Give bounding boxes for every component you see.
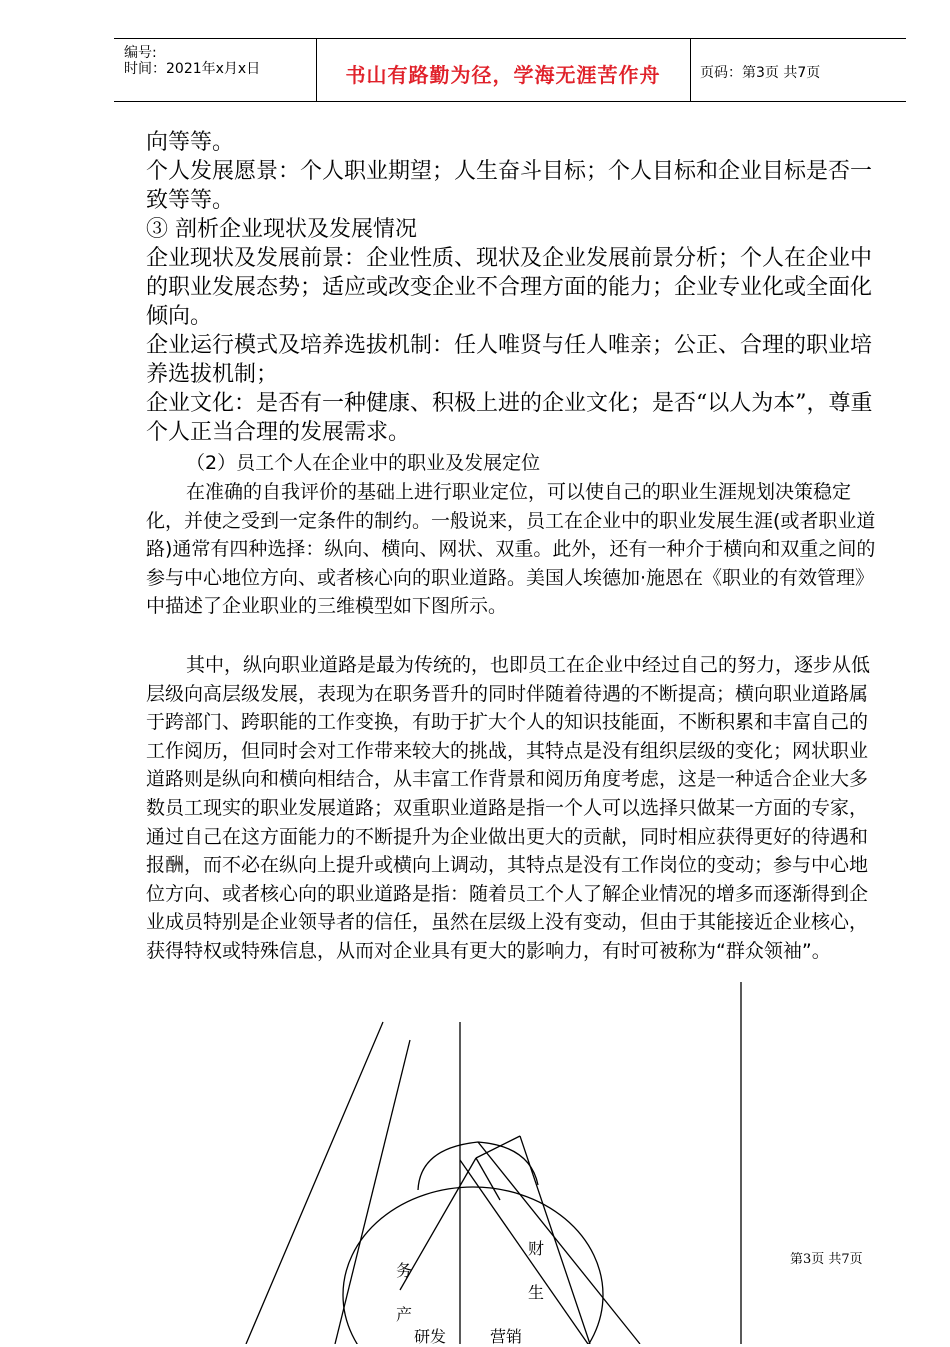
right-cone-line bbox=[478, 1142, 640, 1344]
diagram-label-marketing: 营销 bbox=[490, 1327, 523, 1346]
footer-page-number: 第3页 共7页 bbox=[790, 1252, 863, 1267]
body-line-2: 个人发展愿景：个人职业期望；人生奋斗目标；个人目标和企业目标是否一致等等。 bbox=[146, 159, 873, 213]
time-label: 时间：2021年x月x日 bbox=[124, 61, 261, 77]
body-line-6: 企业文化：是否有一种健康、积极上进的企业文化；是否“以人为本”，尊重个人正当合理的发展需求。 bbox=[146, 391, 873, 445]
diagram-label-rnd: 研发 bbox=[414, 1327, 447, 1346]
left-cone-line bbox=[246, 1022, 383, 1344]
diagram-label-wu: 务 bbox=[396, 1261, 413, 1280]
motto: 书山有路勤为径，学海无涯苦作舟 bbox=[345, 63, 661, 87]
body-line-5: 企业运行模式及培养选拔机制：任人唯贤与任人唯亲；公正、合理的职业培养选拔机制； bbox=[146, 333, 873, 387]
body-line-1: 向等等。 bbox=[146, 130, 235, 155]
serial-label: 编号: bbox=[124, 45, 157, 61]
left-inner-cone-line bbox=[335, 1040, 413, 1344]
diagram-label-sheng: 生 bbox=[528, 1283, 545, 1302]
body-line-3: ③ 剖析企业现状及发展情况 bbox=[146, 217, 417, 242]
diagram-label-chan: 产 bbox=[396, 1305, 413, 1324]
paragraph-2: 其中，纵向职业道路是最为传统的，也即员工在企业中经过自己的努力，逐步从低层级向高层级发展，表现为在职务晋升的同时伴随着待遇的不断提高；横向职业道路属于跨部门、跨职能的工作变换，有助于扩大个人的知识技能面，不断积累和丰富自己的工作阅历，但同时会对工作带来较大的挑战，其特点是没有组织层级的变化；网状职业道路则是纵向和横向相结合，从丰富工作背景和阅历角度考虑，这是一种适合企业大多数员工现实的职业发展道路；双重职业道路是指一个人可以选择只做某一方面的专家，通过自己在这方面能力的不断提升为企业做出更大的贡献，同时相应获得更好的待遇和报酬，而不必在纵向上提升或横向上调动，其特点是没有工作岗位的变动；参与中心地位方向、或者核心向的职业道路是指：随着员工个人了解企业情况的增多而逐渐得到企业成员特别是企业领导者的信任，虽然在层级上没有变动，但由于其能接近企业核心，获得特权或特殊信息，从而对企业具有更大的影响力，有时可被称为“群众领袖”。 bbox=[146, 654, 871, 962]
section-heading: （2）员工个人在企业中的职业及发展定位 bbox=[186, 452, 541, 474]
body-line-4: 企业现状及发展前景：企业性质、现状及企业发展前景分析；个人在企业中的职业发展态势；适应或改变企业不合理方面的能力；企业专业化或全面化倾向。 bbox=[146, 246, 873, 329]
diagram-label-cai: 财 bbox=[528, 1239, 545, 1258]
paragraph-1: 在准确的自我评价的基础上进行职业定位，可以使自己的职业生涯规划决策稳定化，并使之受到一定条件的制约。一般说来，员工在企业中的职业发展生涯(或者职业道路)通常有四种选择：纵向、横向、网状、双重。此外，还有一种介于横向和双重之间的参与中心地位方向、或者核心向的职业道路。美国人埃德加·施恩在《职业的有效管理》中描述了企业职业的三维模型如下图所示。 bbox=[146, 481, 876, 618]
apex-line-e bbox=[460, 1160, 588, 1344]
page-info: 页码：第3页 共7页 bbox=[700, 65, 821, 81]
top-arc bbox=[418, 1142, 538, 1190]
